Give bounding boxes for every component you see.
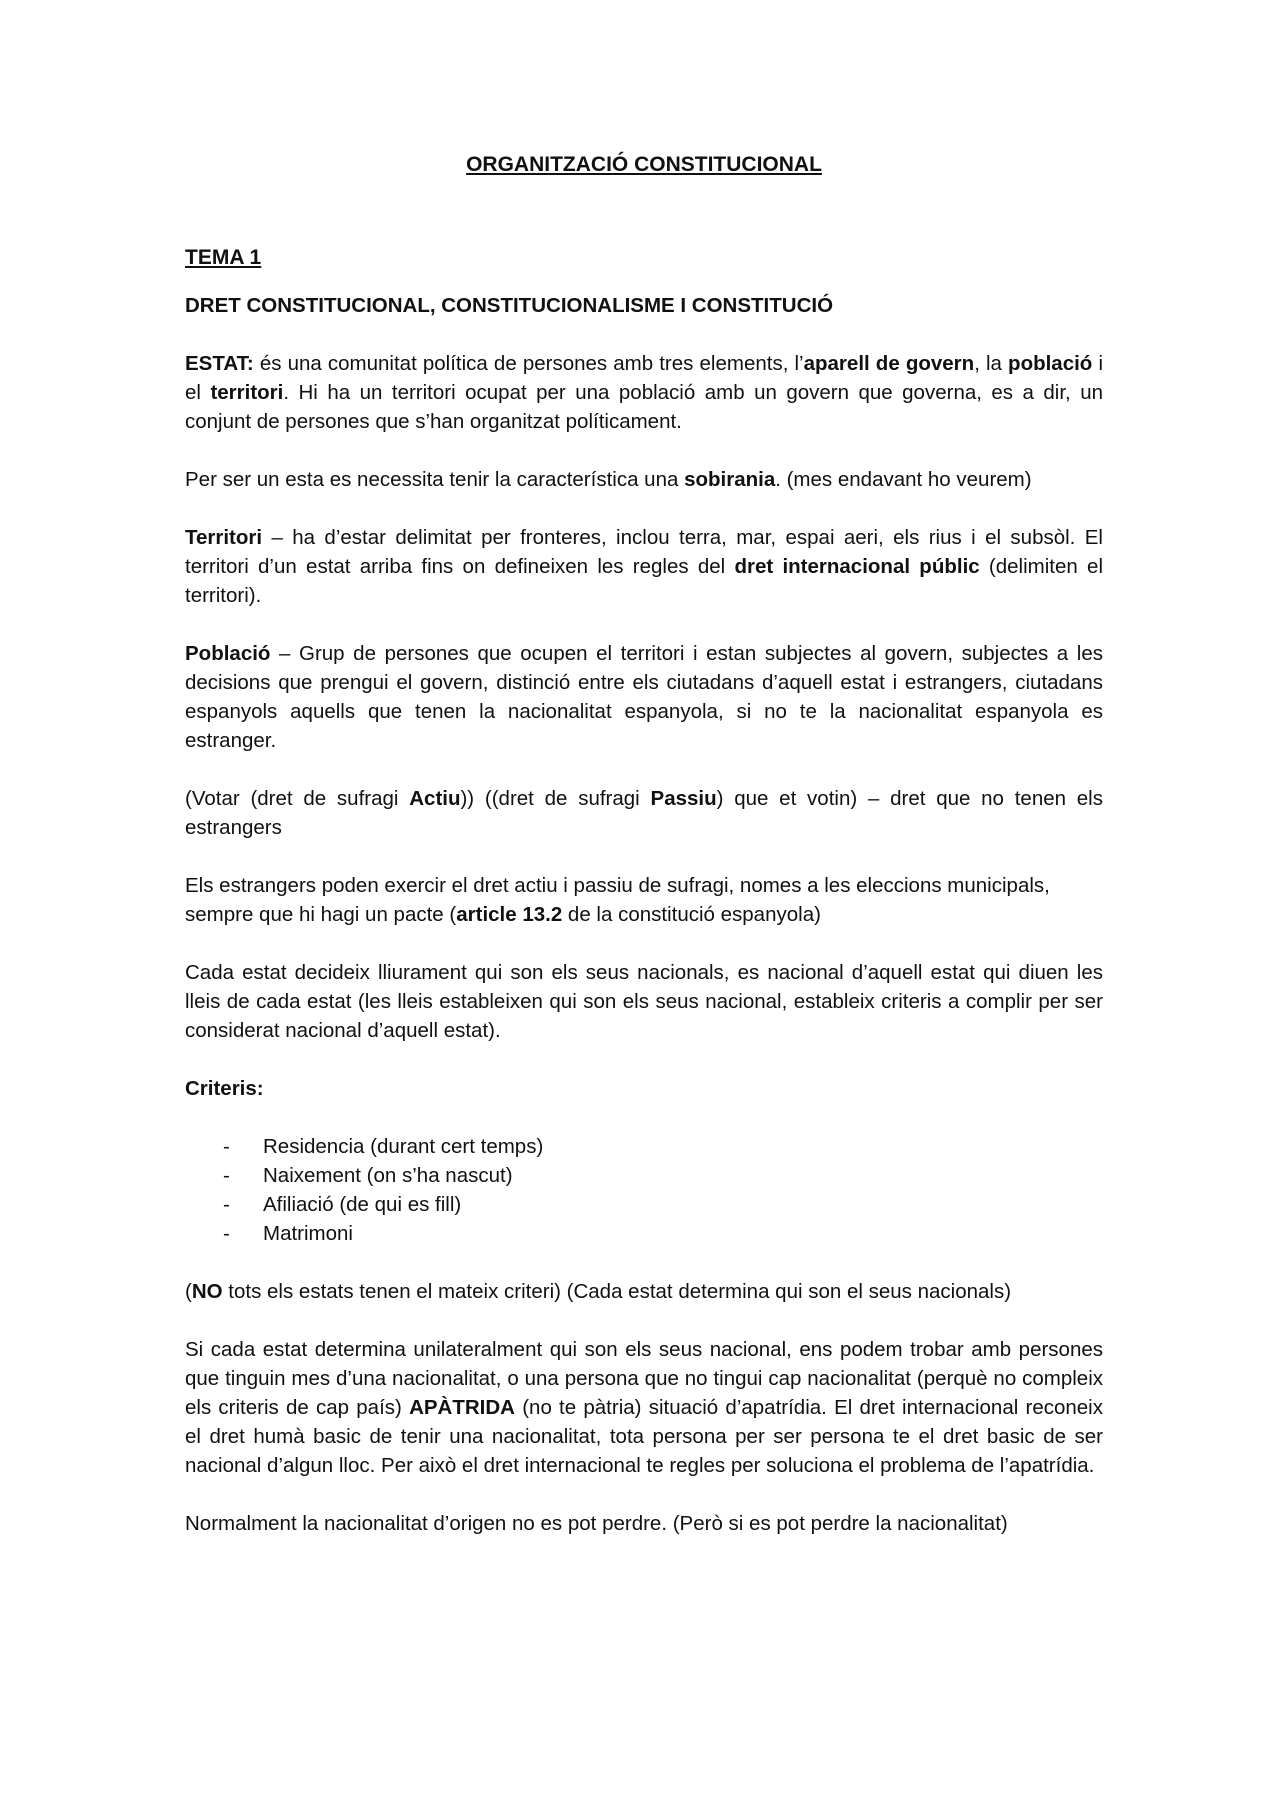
term-poblacio: població xyxy=(1008,352,1093,375)
term-estat: ESTAT: xyxy=(185,352,254,375)
paragraph-criteri: (NO tots els estats tenen el mateix criteri) (Cada estat determina qui son el seus nacionals) xyxy=(185,1280,1012,1303)
list-item: - Naixement (on s’ha nascut) xyxy=(185,1161,1103,1190)
term-apatrida: APÀTRIDA xyxy=(409,1396,515,1419)
paragraph-apatrida: Si cada estat determina unilateralment qui son els seus nacional, ens podem trobar amb persones que tinguin mes d’una nacionalitat, o una persona que no tingui cap nacionalitat (perquè no compleix els criteris de cap país) APÀTRIDA (no te pàtria) situació d’apatrídia. El dret internacional reconeix el dret humà basic de tenir una nacionalitat, tota persona per ser persona te el dret basic de ser nacional d’algun lloc. Per això el dret internacional te regles per soluciona el problema de l’apatrídia. xyxy=(185,1338,1103,1477)
paragraph-nacionals: Cada estat decideix lliurament qui son els seus nacionals, es nacional d’aquell estat qui diuen les lleis de cada estat (les lleis estableixen qui son els seus nacional, estableix criteris a complir per ser considerat nacional d’aquell estat). xyxy=(185,961,1103,1042)
paragraph-estat: ESTAT: és una comunitat política de persones amb tres elements, l’aparell de govern, la població i el territori. Hi ha un territori ocupat per una població amb un govern que governa, es a dir, un conjunt de persones que s’han organitzat políticament. xyxy=(185,352,1104,433)
paragraph-estrangers: Els estrangers poden exercir el dret actiu i passiu de sufragi, nomes a les eleccions municipals, sempre que hi hagi un pacte (article 13.2 de la constitució espanyola) xyxy=(185,874,1050,926)
list-bullet: - xyxy=(223,1164,230,1187)
term-poblacio-heading: Població xyxy=(185,642,271,665)
paragraph-sufragi: (Votar (dret de sufragi Actiu)) ((dret de sufragi Passiu) que et votin) – dret que no tenen els estrangers xyxy=(185,787,1103,839)
term-article-13-2: article 13.2 xyxy=(456,903,563,926)
document-page xyxy=(185,150,1103,1567)
list-item: - Residencia (durant cert temps) xyxy=(185,1132,1103,1161)
list-bullet: - xyxy=(223,1193,230,1216)
term-actiu: Actiu xyxy=(409,787,461,810)
term-aparell-de-govern: aparell de govern xyxy=(803,352,975,375)
term-territori: territori xyxy=(210,381,284,404)
section-heading: DRET CONSTITUCIONAL, CONSTITUCIONALISME I CONSTITUCIÓ xyxy=(185,294,834,317)
paragraph-nacionalitat-origen: Normalment la nacionalitat d’origen no es pot perdre. (Però si es pot perdre la nacionalitat) xyxy=(185,1512,1008,1535)
term-dret-internacional-public: dret internacional públic xyxy=(734,555,980,578)
term-passiu: Passiu xyxy=(650,787,717,810)
topic-heading: TEMA 1 xyxy=(185,246,262,269)
term-sobirania: sobirania xyxy=(684,468,776,491)
criteria-heading: Criteris: xyxy=(185,1077,264,1100)
list-item: - Matrimoni xyxy=(185,1219,1103,1248)
paragraph-poblacio: Població – Grup de persones que ocupen el territori i estan subjectes al govern, subjectes a les decisions que prengui el govern, distinció entre els ciutadans d’aquell estat i estrangers, ciutadans espanyols aquells que tenen la nacionalitat espanyola, si no te la nacionalitat espanyola es estranger. xyxy=(185,642,1103,752)
paragraph-sobirania: Per ser un esta es necessita tenir la característica una sobirania. (mes endavant ho veurem) xyxy=(185,468,1032,491)
term-no: NO xyxy=(191,1280,223,1303)
paragraph-territori: Territori – ha d’estar delimitat per fronteres, inclou terra, mar, espai aeri, els rius i el subsòl. El territori d’un estat arriba fins on defineixen les regles del dret internacional públic (delimiten el territori). xyxy=(185,526,1103,607)
term-territori-heading: Territori xyxy=(185,526,263,549)
criteria-list xyxy=(185,1132,1103,1248)
list-item: - Afiliació (de qui es fill) xyxy=(185,1190,1103,1219)
document-title: ORGANITZACIÓ CONSTITUCIONAL xyxy=(466,153,822,176)
list-bullet: - xyxy=(223,1222,230,1245)
list-bullet: - xyxy=(223,1135,230,1158)
